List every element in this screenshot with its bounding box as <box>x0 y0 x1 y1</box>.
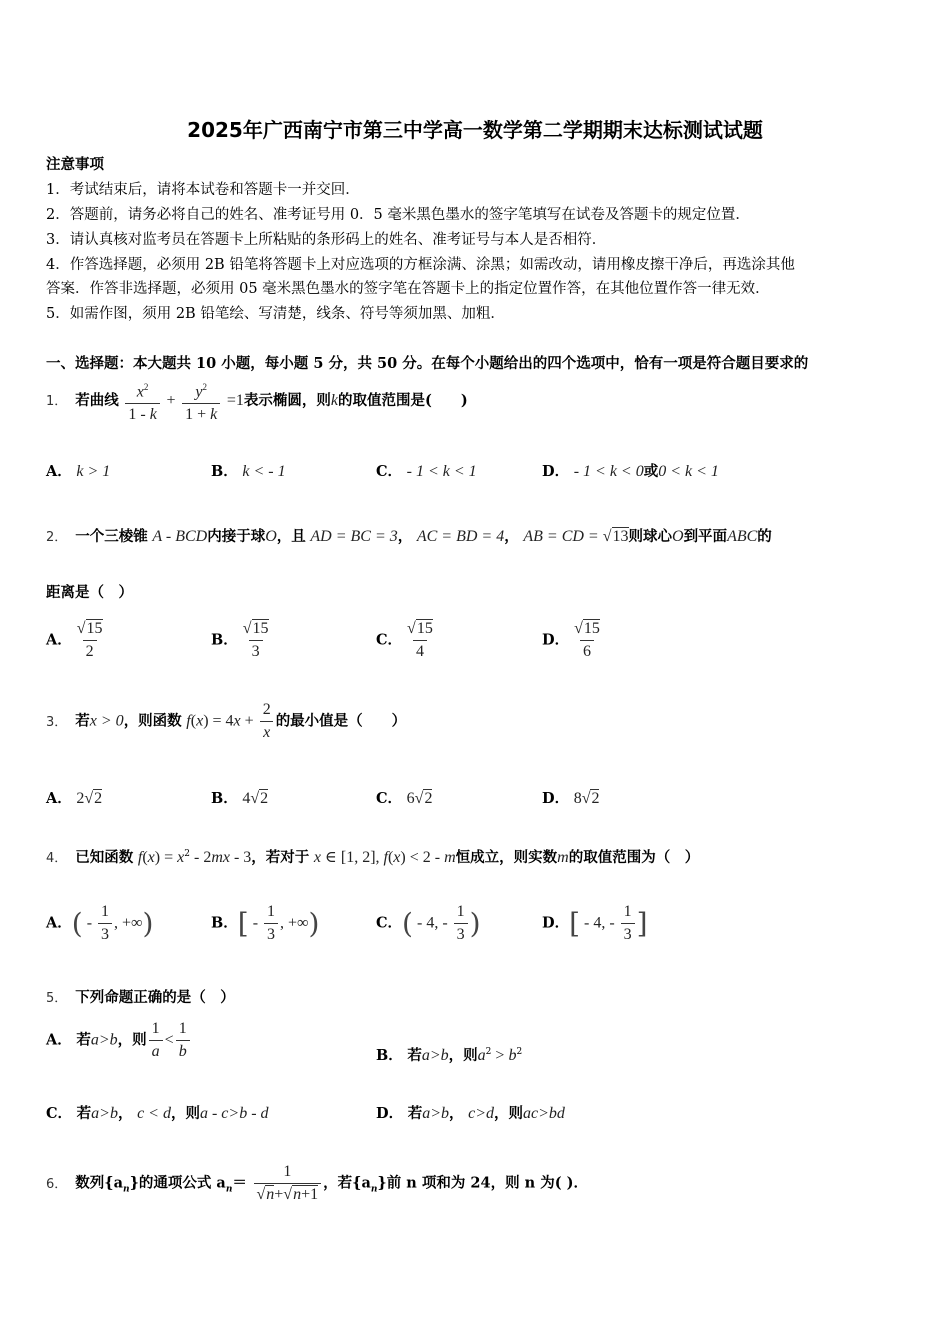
q1-text-post: 表示椭圆，则 <box>243 392 331 410</box>
q4-option-b[interactable]: B．[ - $\frac{1}{3}$ , +∞) <box>211 903 320 943</box>
notice-heading: 注意事项 <box>46 156 104 173</box>
section-heading: 一、选择题：本大题共 10 小题，每小题 5 分，共 50 分。在每个小题给出的四个选项中，恰有一项是符合题目要求的 <box>46 355 809 372</box>
q1-option-c[interactable]: C． - 1 < k < 1 <box>376 463 477 480</box>
q2-option-a[interactable]: A． $\frac{√15}{2}$ <box>46 620 103 660</box>
q2-text-cont: 距离是（ ） <box>46 584 133 601</box>
question-number: 6． <box>46 1176 68 1192</box>
notice-item-4: 4．作答选择题，必须用 2B 铅笔将答题卡上对应选项的方框涂满、涂黑；如需改动，请用橡皮擦干净后，再选涂其他 <box>46 257 795 273</box>
q5-option-d[interactable]: D． 若a>b， c>d，则ac>bd <box>376 1105 565 1122</box>
q4-option-c[interactable]: C．( - 4, - $\frac{1}{3}$ ) <box>376 903 481 943</box>
q4-option-a[interactable]: A．( - $\frac{1}{3}$ , +∞) <box>46 903 154 943</box>
question-4: 4． 已知函数 $f(x) = x^2 - 2mx - 3$，若对于 x ∈ [1, 2], f(x) < 2 - m恒成立，则实数m的取值范围为（ ） <box>46 849 700 866</box>
q1-option-a[interactable]: A． k > 1 <box>46 463 111 480</box>
question-number: 2． <box>46 530 68 545</box>
q3-option-d[interactable]: D． 8√2 <box>542 790 600 807</box>
q5-option-c[interactable]: C． 若a>b， c < d，则a - c>b - d <box>46 1105 269 1122</box>
q2-option-d[interactable]: D． $\frac{√15}{6}$ <box>542 620 600 660</box>
q1-option-d[interactable]: D． - 1 < k < 0或0 < k < 1 <box>542 463 719 480</box>
q1-text-pre: 若曲线 <box>75 392 119 410</box>
notice-item-1: 1．考试结束后，请将本试卷和答题卡一并交回． <box>46 182 360 198</box>
notice-item-2: 2．答题前，请务必将自己的姓名、准考证号用 0．5 毫米黑色墨水的签字笔填写在试卷及答题卡的规定位置． <box>46 207 750 223</box>
q3-option-c[interactable]: C． 6√2 <box>376 790 433 807</box>
question-5: 5． 下列命题正确的是（ ） <box>46 989 235 1006</box>
question-1: 1． 若曲线 $\frac{x^2}{1 - k}$ + $\frac{y^2}{1 + k}$ =1表示椭圆，则k的取值范围是( ) <box>46 382 468 424</box>
question-number: 4． <box>46 851 68 866</box>
notice-item-5: 答案．作答非选择题，必须用 05 毫米黑色墨水的签字笔在答题卡上的指定位置作答，在其他位置作答一律无效． <box>46 281 770 297</box>
question-number: 1． <box>46 394 68 410</box>
q3-option-a[interactable]: A． 2√2 <box>46 790 103 807</box>
notice-item-3: 3．请认真核对监考员在答题卡上所粘贴的条形码上的姓名、准考证号与本人是否相符． <box>46 232 607 248</box>
q1-option-b[interactable]: B． k < - 1 <box>211 463 286 480</box>
q5-option-a[interactable]: A． 若a>b，则 $\frac{1}{a}$ < $\frac{1}{b}$ <box>46 1020 192 1061</box>
question-2: 2． 一个三棱锥 A - BCD内接于球O，且 AD = BC = 3， AC = BD = 4， AB = CD = √13则球心O到平面ABC的 <box>46 528 772 545</box>
q5-option-b[interactable]: B． 若a>b，则$a^2 > b^2$ <box>376 1047 523 1064</box>
question-number: 5． <box>46 991 68 1006</box>
q1-text-post2: 的取值范围是( ) <box>337 392 468 410</box>
q3-option-b[interactable]: B． 4√2 <box>211 790 269 807</box>
page-title: 2025年广西南宁市第三中学高一数学第二学期期末达标测试试题 <box>187 118 763 142</box>
question-6: 6． 数列$\{a_n\}$的通项公式 $a_n=$ $\frac{1}{√n+√n+1}$ ，若$\{a_n\}$前 n 项和为 24，则 n 为( )． <box>46 1163 589 1203</box>
q2-option-b[interactable]: B． $\frac{√15}{3}$ <box>211 620 269 660</box>
question-3: 3． 若x > 0，则函数 f(x) = 4x + $\frac{2}{x}$ 的最小值是（ ） <box>46 701 407 741</box>
q4-option-d[interactable]: D．[ - 4, - $\frac{1}{3}$ ] <box>542 903 648 943</box>
q2-option-c[interactable]: C． $\frac{√15}{4}$ <box>376 620 433 660</box>
notice-item-6: 5．如需作图，须用 2B 铅笔绘、写清楚，线条、符号等须加黑、加粗． <box>46 306 505 322</box>
question-number: 3． <box>46 714 68 730</box>
